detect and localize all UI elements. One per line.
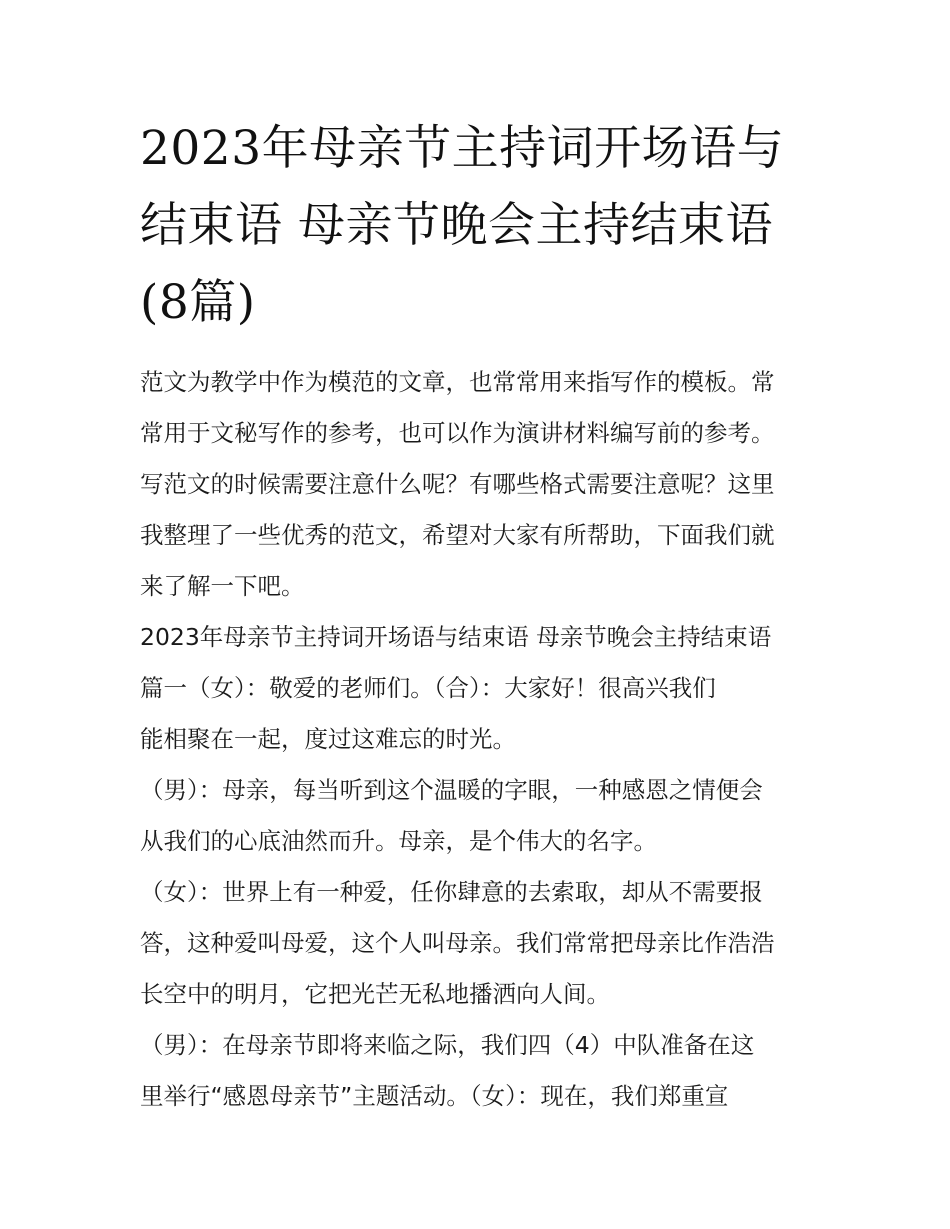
document-body [140, 357, 815, 1122]
text-line: 长空中的明月，它把光芒无私地播洒向人间。 [140, 980, 610, 1008]
title-line: 结束语 母亲节晚会主持结束语 [140, 198, 773, 253]
text-line: 从我们的心底油然而升。母亲，是个伟大的名字。 [140, 827, 657, 855]
text-line: 篇一（女）：敬爱的老师们。（合）：大家好！很高兴我们 [140, 674, 716, 702]
text-line: 写范文的时候需要注意什么呢？有哪些格式需要注意呢？这里 [140, 470, 775, 498]
text-line: 范文为教学中作为模范的文章，也常常用来指写作的模板。常 [140, 368, 775, 396]
text-line: 里举行“感恩母亲节”主题活动。（女）：现在，我们郑重宣 [140, 1082, 729, 1110]
dialogue-paragraph [140, 867, 815, 1020]
text-line: 能相聚在一起，度过这难忘的时光。 [140, 725, 516, 753]
title-line: (8篇) [140, 275, 256, 330]
dialogue-paragraph [140, 1020, 815, 1122]
text-line: 来了解一下吧。 [140, 572, 305, 600]
document-content [140, 110, 815, 1122]
text-line: 2023年母亲节主持词开场语与结束语 母亲节晚会主持结束语 [140, 623, 772, 651]
text-line: （男）：母亲，每当听到这个温暖的字眼，一种感恩之情便会 [140, 776, 763, 804]
text-line: （男）：在母亲节即将来临之际，我们四（4）中队准备在这 [140, 1031, 755, 1059]
dialogue-paragraph [140, 765, 815, 867]
text-line: 常用于文秘写作的参考，也可以作为演讲材料编写前的参考。 [140, 419, 775, 447]
section-heading-paragraph [140, 612, 815, 765]
text-line: 答，这种爱叫母爱，这个人叫母亲。我们常常把母亲比作浩浩 [140, 929, 775, 957]
intro-paragraph [140, 357, 815, 612]
document-title [140, 110, 815, 341]
text-line: （女）：世界上有一种爱，任你肆意的去索取，却从不需要报 [140, 878, 763, 906]
text-line: 我整理了一些优秀的范文，希望对大家有所帮助，下面我们就 [140, 521, 775, 549]
title-line: 2023年母亲节主持词开场语与 [140, 121, 785, 176]
